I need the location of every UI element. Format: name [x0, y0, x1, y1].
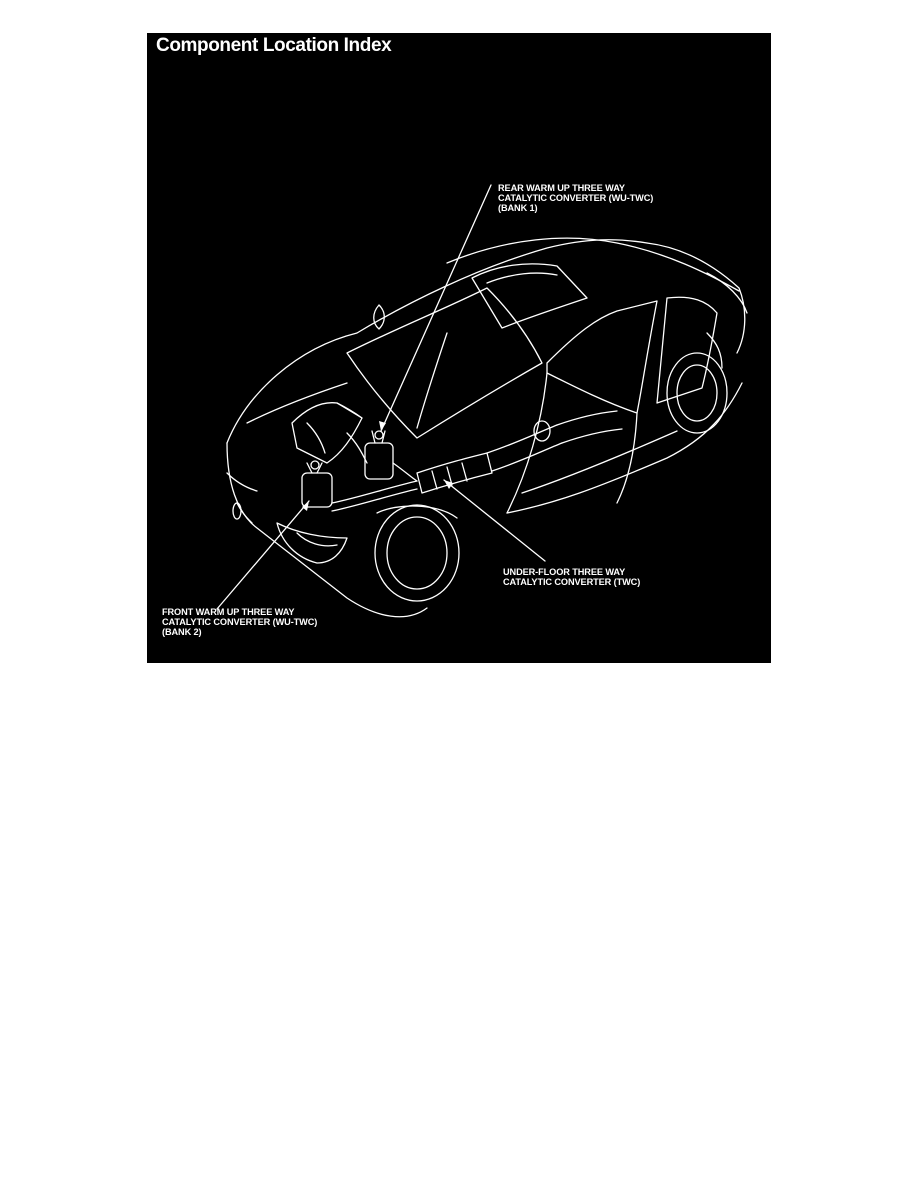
- front-wu-twc-callout: [162, 607, 317, 638]
- rear-wu-twc-callout: [498, 183, 653, 214]
- callout-line: (BANK 1): [498, 203, 538, 214]
- callout-line: (BANK 2): [162, 627, 202, 638]
- car-body-outline: [227, 238, 747, 617]
- underfloor-twc-callout: [503, 567, 640, 587]
- callout-line: FRONT WARM UP THREE WAY: [162, 607, 295, 617]
- callout-line: CATALYTIC CONVERTER (WU-TWC): [162, 617, 318, 628]
- car-line-drawing: [147, 33, 771, 663]
- callout-line: REAR WARM UP THREE WAY: [498, 183, 625, 193]
- callout-leader-lines: [217, 185, 545, 609]
- figure-title: Component Location Index: [156, 35, 392, 56]
- callout-line: UNDER-FLOOR THREE WAY: [503, 567, 626, 577]
- callout-arrowheads: [302, 421, 453, 511]
- component-location-figure: [147, 33, 771, 663]
- callout-line: CATALYTIC CONVERTER (WU-TWC): [498, 193, 654, 204]
- callout-line: CATALYTIC CONVERTER (TWC): [503, 577, 641, 588]
